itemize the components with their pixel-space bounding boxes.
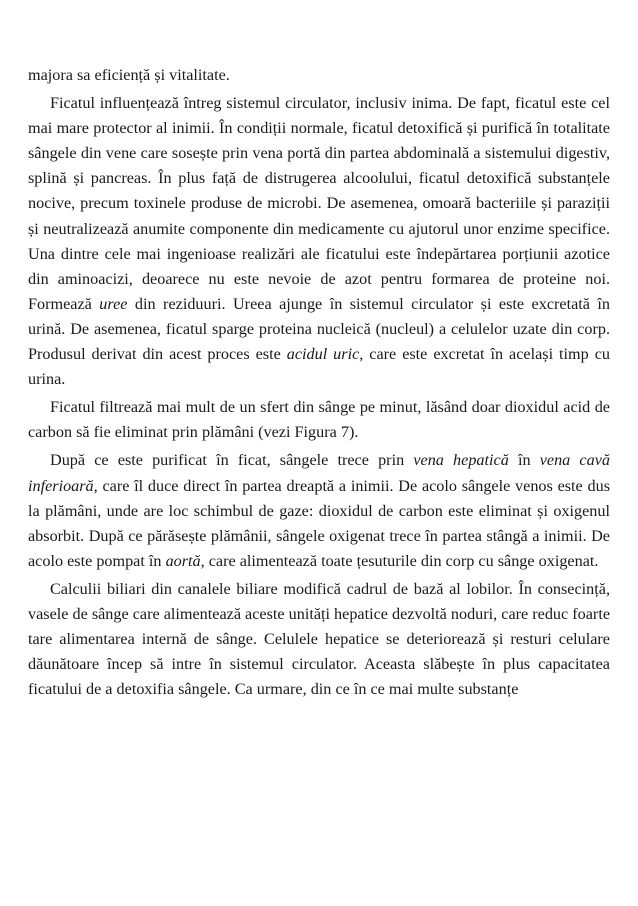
text-segment: majora sa eficiență și vitalitate. xyxy=(28,66,230,84)
text-segment: care alimentează toate țesuturile din corp cu sânge oxigenat. xyxy=(204,551,599,570)
paragraph-liver-circulation xyxy=(28,91,610,392)
paragraph-gallstones xyxy=(28,577,610,702)
paragraph-blood-path xyxy=(28,448,610,573)
text-segment: Ficatul filtrează mai mult de un sfert din sânge pe minut, lăsând doar dioxidul acid de carbon să fie eliminat prin plămâni (vezi Figura 7). xyxy=(28,398,610,442)
italic-term-aorta: aortă, xyxy=(165,551,205,570)
text-segment: care este excretat în același timp cu urina. xyxy=(28,345,610,389)
text-segment: Calculii biliari din canalele biliare modifică cadrul de bază al lobilor. În consecință, vasele de sânge care alimentează aceste unități hepatice dezvoltă noduri, care reduc foarte tare alimentarea internă de sânge. Celulele hepatice se deteriorează și resturi celulare dăunătoare încep să intre în sistemul circulator. Aceasta slăbește în plus capacitatea ficatului de a detoxifia sângele. Ca urmare, din ce în ce mai multe substanțe xyxy=(28,579,610,699)
paragraph-continuation xyxy=(28,63,610,88)
text-segment: care îl duce direct în partea dreaptă a inimii. De acolo sângele venos este dus la plămâni, unde are loc schimbul de gaze: dioxidul de carbon este eliminat și oxigenul absorbit. După ce părăsește plămânii, sângele oxigenat trece în partea stângă a inimii. De acolo este pompat în xyxy=(28,476,610,570)
text-segment: în xyxy=(508,451,540,470)
italic-term-uree: uree xyxy=(99,294,128,313)
paragraph-filtration xyxy=(28,395,610,445)
italic-term-vena-hepatica: vena hepatică xyxy=(413,451,509,470)
text-segment: din reziduuri. Ureea ajunge în sistemul circulator și este excretată în urină. De asemenea, ficatul sparge proteina nucleică (nucleul) a celulelor uzate din corp. Produsul derivat din acest proces este xyxy=(28,294,610,364)
italic-term-acidul-uric: acidul uric, xyxy=(286,345,364,364)
text-segment: Ficatul influențează întreg sistemul circulator, inclusiv inima. De fapt, ficatul este cel mai mare protector al inimii. În condiții normale, ficatul detoxifică și purifică în totalitate sângele din vene care sosește prin vena portă din partea abdominală a sistemului digestiv, splină și pancreas. În plus față de distrugerea alcoolului, ficatul detoxifică substanțele nocive, precum toxinele produse de microbi. De asemenea, omoară bacteriile și paraziții și neutralizează anumite componente din medicamente cu ajutorul unor enzime specifice. Una dintre cele mai ingenioase realizări ale ficatului este îndepărtarea porțiunii azotice din aminoacizi, deoarece nu este nevoie de azot pentru formarea de proteine noi. Formează xyxy=(28,94,610,313)
text-segment: După ce este purificat în ficat, sângele trece prin xyxy=(50,451,414,470)
italic-term-vena-cava: vena cavă inferioară, xyxy=(28,451,610,495)
page-body xyxy=(28,63,610,705)
